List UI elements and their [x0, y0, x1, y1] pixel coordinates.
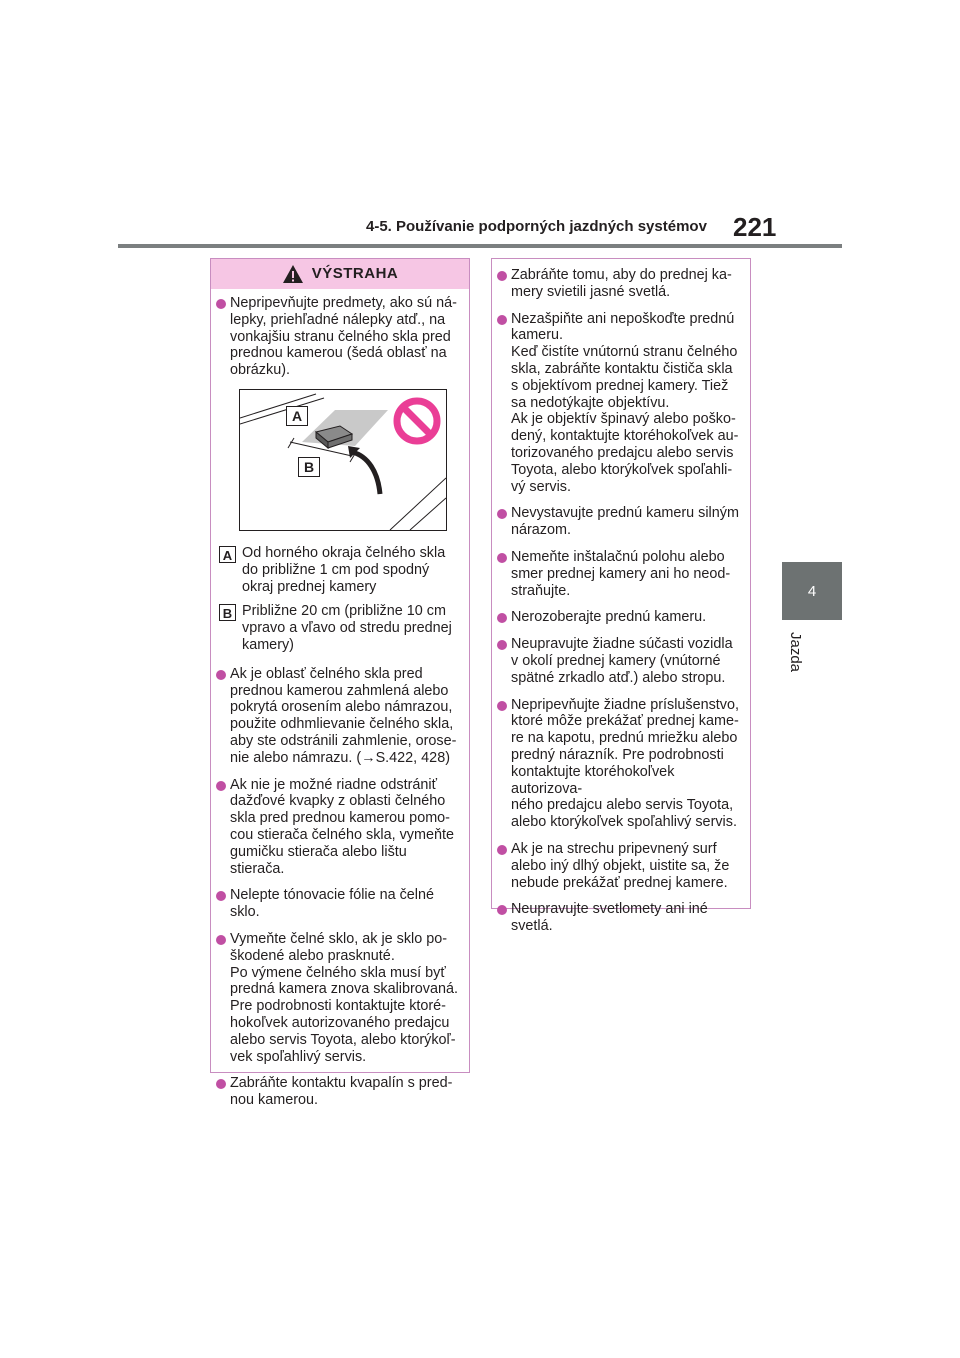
- warning-item-text: Ak je oblasť čelného skla pred prednou kamerou zahmlená alebo pokrytá orosením alebo námrazou, použite odhmlievanie čelného skla, aby ste odstránili zahmlenie, orose- nie alebo námrazu. (→S.422, 428): [230, 665, 457, 766]
- bullet-icon: [497, 905, 507, 915]
- warning-item: [496, 505, 744, 539]
- bullet-icon: [216, 299, 226, 309]
- warning-item: [215, 1075, 463, 1109]
- warning-item: [496, 636, 744, 686]
- warning-item: [496, 311, 744, 496]
- label-a-text: Od horného okraja čelného skla do približne 1 cm pod spodný okraj prednej kamery: [242, 544, 446, 595]
- bullet-icon: [216, 670, 226, 680]
- warning-item: [496, 841, 744, 891]
- warning-item-text: Zabráňte kontaktu kvapalín s pred- nou kamerou.: [230, 1075, 453, 1109]
- label-b-box: B: [219, 604, 236, 621]
- warning-box-right: [491, 258, 751, 935]
- label-b-row: [215, 603, 463, 653]
- bullet-icon: [497, 509, 507, 519]
- bullet-icon: [497, 640, 507, 650]
- bullet-icon: [216, 1079, 226, 1089]
- header-rule: [118, 244, 842, 248]
- warning-item-text: Vymeňte čelné sklo, ak je sklo po- škodené alebo prasknuté. Po výmene čelného skla musí byť predná kamera znova skalibrovaná. Pre podrobnosti kontaktujte ktoré- hokoľvek autorizovaného predajcu alebo servis Toyota, alebo ktorýkoľ- vek spoľahlivý servis.: [230, 930, 458, 1065]
- label-b-text: Približne 20 cm (približne 10 cm vpravo a vľavo od stredu prednej kamery): [242, 603, 452, 653]
- warning-item-text: Neupravujte svetlomety ani iné svetlá.: [511, 901, 708, 935]
- warning-item: [496, 901, 744, 935]
- chapter-tab[interactable]: 4: [782, 562, 842, 620]
- chapter-name: Jazda: [787, 632, 804, 673]
- warning-title: VÝSTRAHA: [311, 264, 399, 282]
- warning-item: [215, 777, 463, 878]
- warning-item-text: Nelepte tónovacie fólie na čelné sklo.: [230, 887, 435, 921]
- warning-item: [215, 295, 463, 379]
- warning-item: [496, 609, 744, 626]
- warning-item-text: Nepripevňujte predmety, ako sú ná- lepky, priehľadné nálepky atď., na vonkajšiu stranu čelného skla pred prednou kamerou (šedá oblasť na obrázku).: [230, 295, 457, 379]
- warning-item-text: Nepripevňujte žiadne príslušenstvo, ktoré môže prekážať prednej kame- re na kapotu, prednú mriežku alebo predný nárazník. Pre podrobnosti kontaktujte ktoréhokoľvek autorizova- ného predajcu alebo servis Toyota, alebo ktorýkoľvek spoľahlivý servis.: [511, 696, 739, 831]
- warning-item-text: Nevystavujte prednú kameru silným nárazom.: [511, 505, 739, 539]
- label-a-box: A: [219, 546, 236, 563]
- warning-item-text: Nerozoberajte prednú kameru.: [511, 609, 707, 626]
- section-title: 4-5. Používanie podporných jazdných systémov: [366, 218, 707, 235]
- warning-item: [496, 549, 744, 599]
- warning-item-text: Ak nie je možné riadne odstrániť dažďové kvapky z oblasti čelného skla pred prednou kamerou pomo- cou stierača čelného skla, vymeňte gumičku stierača alebo lištu stierača.: [230, 776, 454, 877]
- bullet-icon: [216, 891, 226, 901]
- warning-item-text: Zabráňte tomu, aby do prednej ka- mery svietili jasné svetlá.: [511, 267, 732, 300]
- warning-item-text: Nemeňte inštalačnú polohu alebo smer prednej kamery ani ho neod- straňujte.: [511, 548, 731, 599]
- prohibited-sign-icon: [392, 396, 442, 446]
- camera-figure: [239, 389, 447, 531]
- label-a-row: [215, 545, 463, 595]
- warning-item: [215, 887, 463, 921]
- bullet-icon: [216, 781, 226, 791]
- figure-label-b: B: [298, 457, 320, 477]
- warning-box-left: [210, 258, 470, 1109]
- warning-triangle-icon: [282, 264, 304, 284]
- warning-header: [211, 259, 469, 289]
- bullet-icon: [497, 271, 507, 281]
- bullet-icon: [497, 613, 507, 623]
- warning-item: [496, 267, 744, 301]
- warning-item: [215, 931, 463, 1065]
- warning-item: [215, 666, 463, 767]
- warning-item-text: Neupravujte žiadne súčasti vozidla v okolí prednej kamery (vnútorné spätné zrkadlo atď.) alebo stropu.: [511, 636, 733, 686]
- warning-item-text: Ak je na strechu pripevnený surf alebo iný dlhý objekt, uistite sa, že nebude prekážať prednej kamere.: [511, 840, 730, 891]
- warning-item: [496, 697, 744, 831]
- figure-label-a: A: [286, 406, 308, 426]
- bullet-icon: [497, 701, 507, 711]
- bullet-icon: [497, 315, 507, 325]
- warning-item-text: Nezašpiňte ani nepoškoďte prednú kameru. Keď čistíte vnútornú stranu čelného skla, zabráňte kontaktu čističa skla s objektívom prednej kamery. Tiež sa nedotýkajte objektívu. Ak je objektív špinavý alebo poško- dený, kontaktujte ktoréhokoľvek au- torizovaného predajcu alebo servis Toyota, alebo ktorýkoľvek spoľahli- vý servis.: [511, 310, 739, 495]
- bullet-icon: [497, 553, 507, 563]
- page-number: 221: [733, 212, 777, 242]
- bullet-icon: [497, 845, 507, 855]
- bullet-icon: [216, 935, 226, 945]
